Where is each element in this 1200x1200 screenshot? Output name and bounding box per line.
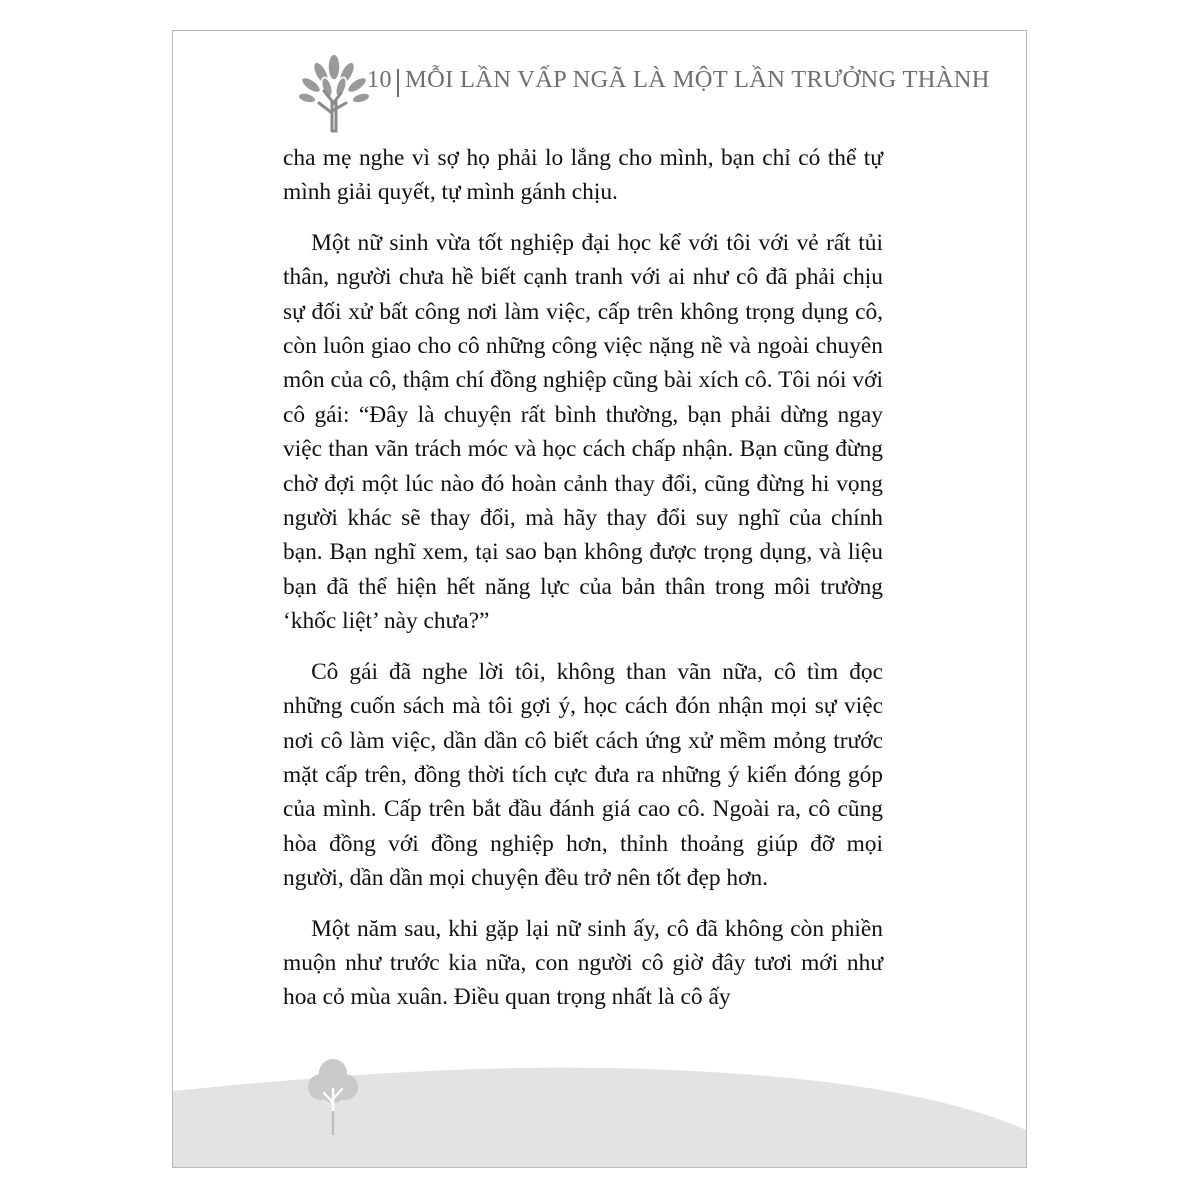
- running-title: MỖI LẦN VẤP NGÃ LÀ MỘT LẦN TRƯỞNG THÀNH: [405, 66, 990, 93]
- leaf-tree-icon: [299, 53, 369, 133]
- paragraph: cha mẹ nghe vì sợ họ phải lo lắng cho mình, bạn chỉ có thể tự mình giải quyết, tự mình gánh chịu.: [283, 145, 883, 206]
- paragraph: Cô gái đã nghe lời tôi, không than vãn nữa, cô tìm đọc những cuốn sách mà tôi gợi ý, học cách đón nhận mọi sự việc nơi cô làm việc, dần dần cô biết cách ứng xử mềm mỏng trước mặt cấp trên, đồng thời tích cực đưa ra những ý kiến đóng góp của mình. Cấp trên bắt đầu đánh giá cao cô. Ngoài ra, cô cũng hòa đồng với đồng nghiệp hơn, thỉnh thoảng giúp đỡ mọi người, dần dần mọi chuyện đều trở nên tốt đẹp hơn.: [283, 658, 883, 892]
- book-page: [172, 30, 1027, 1168]
- body-text: [283, 141, 883, 1031]
- header-divider: [397, 69, 399, 97]
- paragraph: Một nữ sinh vừa tốt nghiệp đại học kể với tôi với vẻ rất tủi thân, người chưa hề biết cạnh tranh với ai như cô đã phải chịu sự đối xử bất công nơi làm việc, cấp trên không trọng dụng cô, còn luôn giao cho cô những công việc nặng nề và ngoài chuyên môn của cô, thậm chí đồng nghiệp cũng bài xích cô. Tôi nói với cô gái: “Đây là chuyện rất bình thường, bạn phải dừng ngay việc than vãn trách móc và học cách chấp nhận. Bạn cũng đừng chờ đợi một lúc nào đó hoàn cảnh thay đổi, cũng đừng hi vọng người khác sẽ thay đổi, mà hãy thay đổi suy nghĩ của chính bạn. Bạn nghĩ xem, tại sao bạn không được trọng dụng, và liệu bạn đã thể hiện hết năng lực của bản thân trong môi trường ‘khốc liệt’ này chưa?”: [283, 229, 883, 635]
- page-number: 10: [367, 67, 392, 93]
- round-tree-icon: [307, 1051, 359, 1135]
- footer-hill-decoration: [173, 1041, 1027, 1168]
- paragraph: Một năm sau, khi gặp lại nữ sinh ấy, cô đã không còn phiền muộn như trước kia nữa, con người cô giờ đây tươi mới như hoa cỏ mùa xuân. Điều quan trọng nhất là cô ấy: [283, 915, 883, 1011]
